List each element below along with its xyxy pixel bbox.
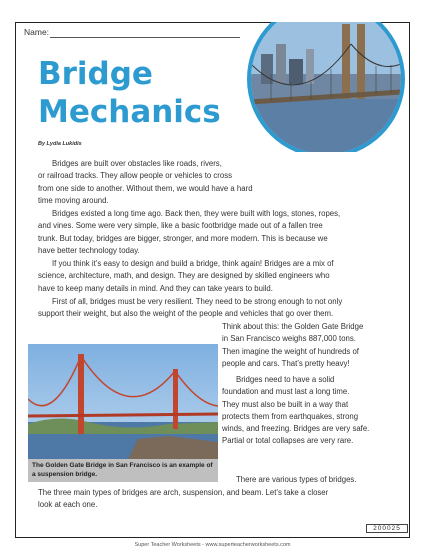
title-line-2: Mechanics (38, 94, 221, 130)
text-line: science, architecture, math, and design. They are designed by skilled engineers who (38, 271, 330, 281)
text-line: have to keep many details in mind. And they can take years to build. (38, 283, 273, 293)
text-line: They must also be built in a way that (222, 399, 349, 409)
text-line: from one side to another. Without them, we would have a hard (38, 183, 253, 193)
worksheet-code: 200025 (366, 524, 408, 533)
footer-text: Super Teacher Worksheets - www.superteacherworksheets.com (134, 542, 291, 548)
paragraph-5 (222, 374, 369, 448)
paragraph-1 (38, 158, 253, 207)
text-line: First of all, bridges must be very resilient. They need to be strong enough to not only (52, 297, 343, 306)
brooklyn-bridge-photo (243, 22, 413, 152)
paragraph-6-continued (38, 487, 328, 512)
photo-caption: The Golden Gate Bridge in San Francisco is an example of a suspension bridge. (28, 459, 218, 482)
text-line: time moving around. (38, 195, 109, 205)
text-line: foundation and must last a long time. (222, 387, 350, 397)
byline: By Lydia Lukidis (38, 141, 82, 147)
paragraph-4 (38, 296, 342, 321)
text-line: There are various types of bridges. (236, 475, 357, 484)
text-line: Bridges are built over obstacles like roads, rivers, (52, 159, 222, 168)
text-line: trunk. But today, bridges are bigger, stronger, and more modern. This is because we (38, 233, 328, 243)
text-line: Partial or total collapses are very rare. (222, 436, 354, 446)
text-line: Then imagine the weight of hundreds of (222, 346, 359, 356)
text-line: support their weight, but also the weight of the people and vehicles that go over them. (38, 309, 334, 319)
paragraph-3 (38, 258, 334, 295)
title-line-1: Bridge (38, 56, 153, 92)
text-line: protects them from earthquakes, strong (222, 411, 359, 421)
golden-gate-bridge-photo (28, 344, 218, 459)
text-line: look at each one. (38, 500, 98, 510)
text-line: in San Francisco weighs 887,000 tons. (222, 334, 356, 344)
text-line: If you think it’s easy to design and build a bridge, think again! Bridges are a mix of (52, 259, 334, 268)
text-line: or railroad tracks. They allow people or vehicles to cross (38, 171, 232, 181)
paragraph-6 (222, 474, 356, 486)
paragraph-2 (38, 208, 340, 257)
text-line: The three main types of bridges are arch, suspension, and beam. Let’s take a closer (38, 488, 329, 497)
text-line: and vines. Some were very simple, like a basic footbridge made out of a fallen tree (38, 221, 323, 231)
text-line: Bridges existed a long time ago. Back then, they were built with logs, stones, ropes, (52, 209, 341, 218)
text-line: Think about this: the Golden Gate Bridge (222, 322, 364, 331)
name-field[interactable] (50, 37, 240, 38)
text-line: have better technology today. (38, 245, 140, 255)
text-line: people and cars. That’s pretty heavy! (222, 358, 350, 368)
text-line: Bridges need to have a solid (236, 375, 335, 384)
name-label: Name: (24, 27, 50, 37)
text-line: winds, and freezing. Bridges are very safe. (222, 424, 370, 434)
paragraph-4-continued (222, 321, 363, 370)
page-title (38, 55, 221, 131)
